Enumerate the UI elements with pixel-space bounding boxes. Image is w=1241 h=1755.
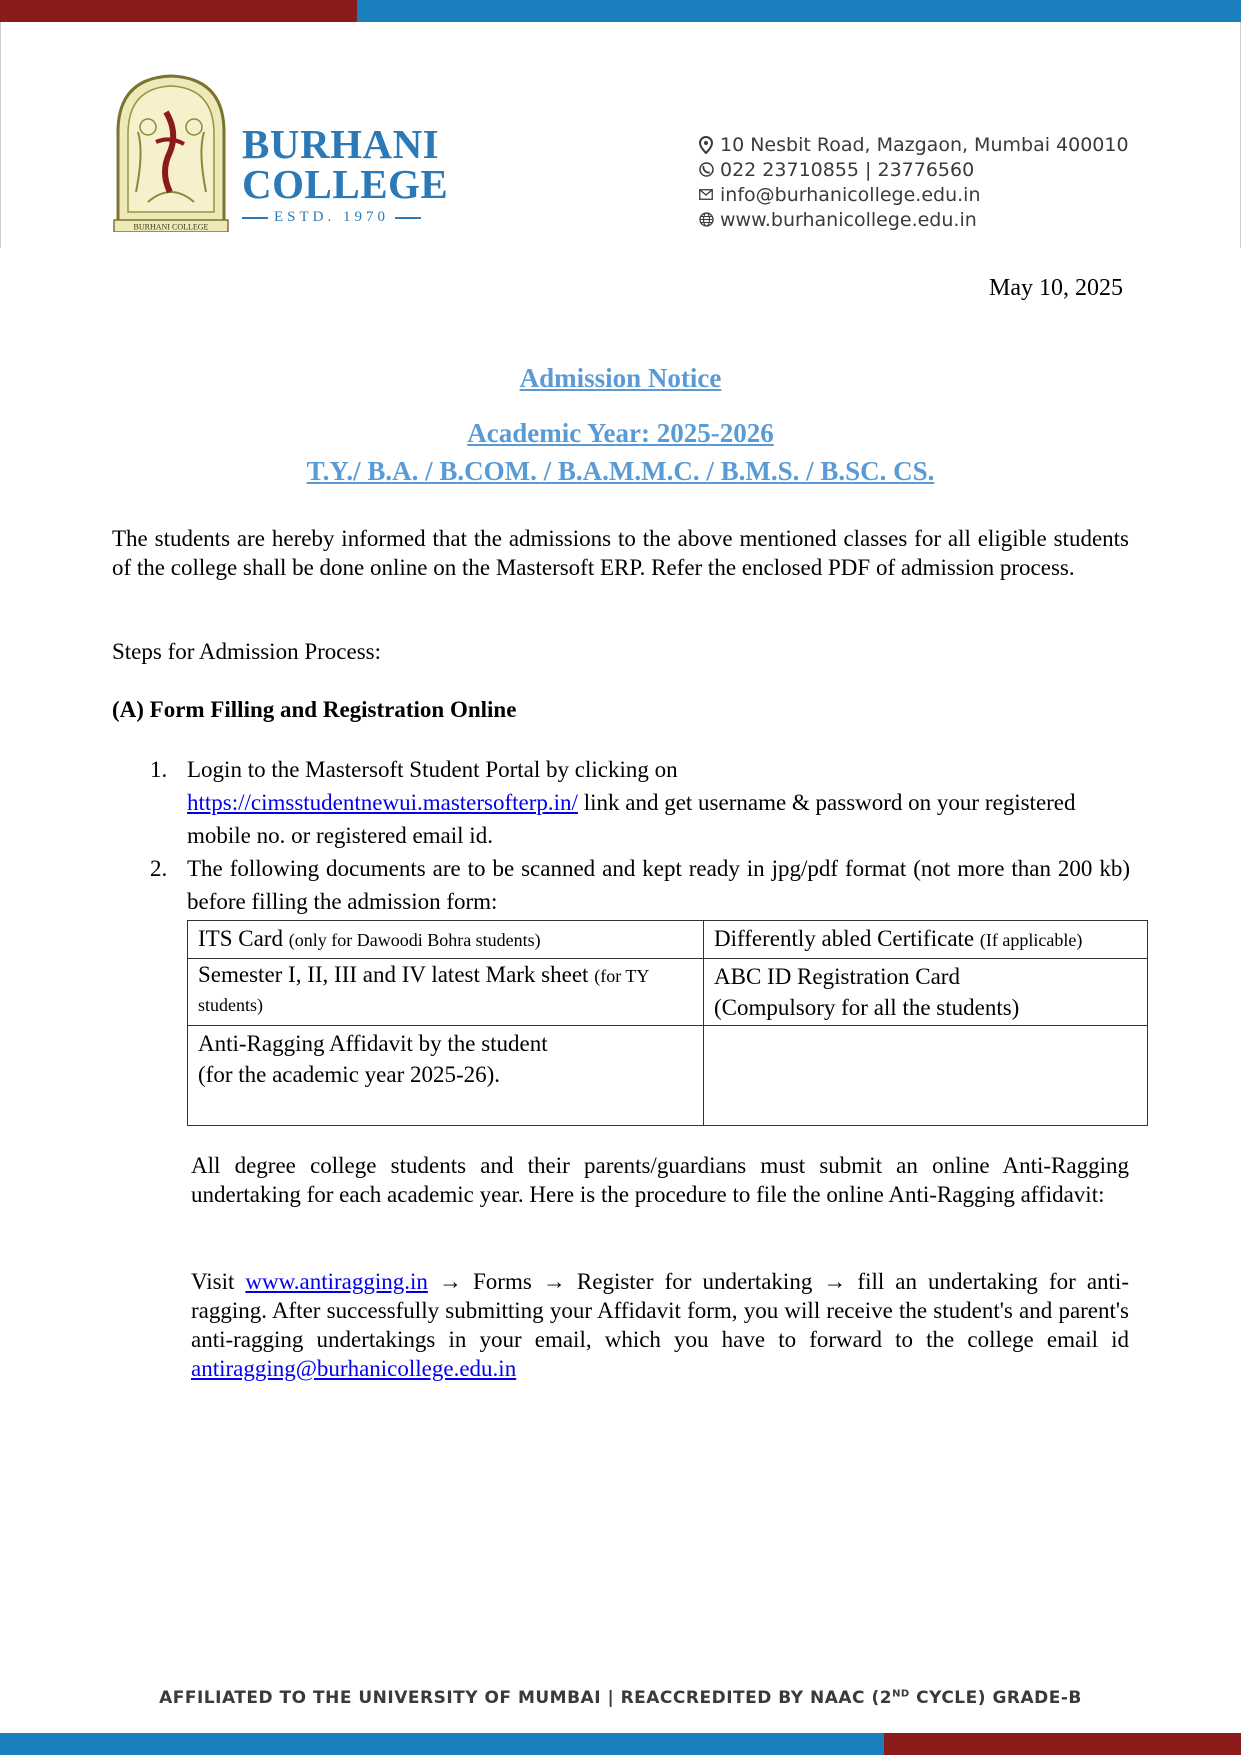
estd-dash-right [395,217,421,219]
disability-certificate-note: (If applicable) [979,930,1083,950]
notice-date: May 10, 2025 [989,275,1123,301]
mark-sheet-note: (for TY students) [198,966,649,1015]
abc-id-label: ABC ID Registration Card [714,964,960,989]
estd-text: ESTD. 1970 [274,209,389,225]
disability-certificate-label: Differently abled Certificate [714,926,980,951]
list-item-1-number: 1. [150,757,168,782]
academic-year-heading: Academic Year: 2025-2026 [467,418,774,448]
documents-table [187,920,1148,1126]
contact-website-text[interactable]: www.burhanicollege.edu.in [720,208,977,231]
list-item-1 [150,753,1130,852]
antiragging-website-link[interactable]: www.antiragging.in [245,1269,428,1294]
antiragging-intro-paragraph: All degree college students and their parents/guardians must submit an online Anti-Ragging undertaking for each academic year. Here is the procedure to file the online Anti-Ragging affidavit: [191,1153,1129,1207]
table-cell-abc-id [704,959,1148,1026]
its-card-label: ITS Card [198,926,289,951]
table-row [188,1026,1148,1126]
its-card-note: (only for Dawoodi Bohra students) [288,930,541,950]
location-pin-icon [698,136,714,154]
footer-superscript: ND [892,1688,910,1700]
top-bar-blue-segment [357,0,1241,22]
intro-paragraph: The students are hereby informed that the admissions to the above mentioned classes for all eligible students of the college shall be done online on the Mastersoft ERP. Refer the enclosed PDF of admission process. [112,526,1129,580]
globe-icon [698,211,714,229]
table-row [188,921,1148,959]
mastersoft-portal-link[interactable]: https://cimsstudentnewui.mastersofterp.in/ [187,790,578,815]
footer-text-before: AFFILIATED TO THE UNIVERSITY OF MUMBAI | REACCREDITED BY NAAC (2 [159,1688,893,1708]
college-logo-emblem [108,72,234,232]
contact-address [698,132,1129,157]
bottom-color-bar [0,1733,1241,1755]
table-cell-mark-sheet [188,959,704,1026]
affiliation-footer [0,1688,1241,1708]
table-cell-its-card [188,921,704,959]
list-item-2 [150,852,1130,918]
brand-established [242,209,448,226]
top-bar-maroon-segment [0,0,357,22]
bottom-bar-blue-segment [0,1733,884,1755]
email-icon [698,186,714,204]
antiragging-steps-text: → Forms → Register for undertaking → fill an undertaking for anti-ragging. After successfully submitting your Affidavit form, you will receive the student's and parent's anti-ragging undertakings in your email, which you have to forward to the college email id [191,1269,1129,1352]
list-item-1-text-after: link and get username & password on your registered mobile no. or registered email id. [187,790,1076,848]
visit-prefix: Visit [191,1269,246,1294]
contact-phone [698,157,1129,182]
contact-website [698,207,1129,232]
notice-title: Admission Notice [519,363,722,393]
abc-id-note: (Compulsory for all the students) [714,995,1020,1020]
affidavit-note: (for the academic year 2025-26). [198,1062,501,1087]
footer-text-after: CYCLE) GRADE-B [909,1688,1082,1708]
steps-heading: Steps for Admission Process: [112,639,381,664]
bottom-bar-maroon-segment [884,1733,1241,1755]
section-a-heading: (A) Form Filling and Registration Online [112,697,517,722]
table-row [188,959,1148,1026]
phone-icon [698,161,714,179]
list-item-1-body [187,753,1130,852]
college-brand [242,121,449,226]
contact-phone-text: 022 23710855 | 23776560 [720,158,975,181]
contact-email-text[interactable]: info@burhanicollege.edu.in [720,183,981,206]
table-cell-empty [704,1026,1148,1126]
list-item-1-text: Login to the Mastersoft Student Portal by clicking on [187,757,678,782]
table-cell-anti-ragging-affidavit [188,1026,704,1126]
antiragging-procedure-paragraph [191,1267,1129,1383]
contact-email [698,182,1129,207]
antiragging-email-link[interactable]: antiragging@burhanicollege.edu.in [191,1356,517,1381]
brand-line-1: BURHANI [242,121,440,167]
list-item-2-text: The following documents are to be scanned and kept ready in jpg/pdf format (not more than 200 kb) before filling the admission form: [187,856,1130,914]
estd-dash-left [242,217,268,219]
logo-caption: BURHANI COLLEGE [133,222,209,232]
brand-line-2: COLLEGE [242,161,449,207]
contact-address-text: 10 Nesbit Road, Mazgaon, Mumbai 400010 [720,133,1129,156]
top-color-bar [0,0,1241,22]
courses-heading: T.Y./ B.A. / B.COM. / B.A.M.M.C. / B.M.S. / B.SC. CS. [306,456,935,486]
mark-sheet-label: Semester I, II, III and IV latest Mark sheet [198,962,595,987]
list-item-2-number: 2. [150,856,168,881]
affidavit-label: Anti-Ragging Affidavit by the student [198,1031,548,1056]
table-cell-disability-certificate [704,921,1148,959]
contact-block [698,132,1129,232]
